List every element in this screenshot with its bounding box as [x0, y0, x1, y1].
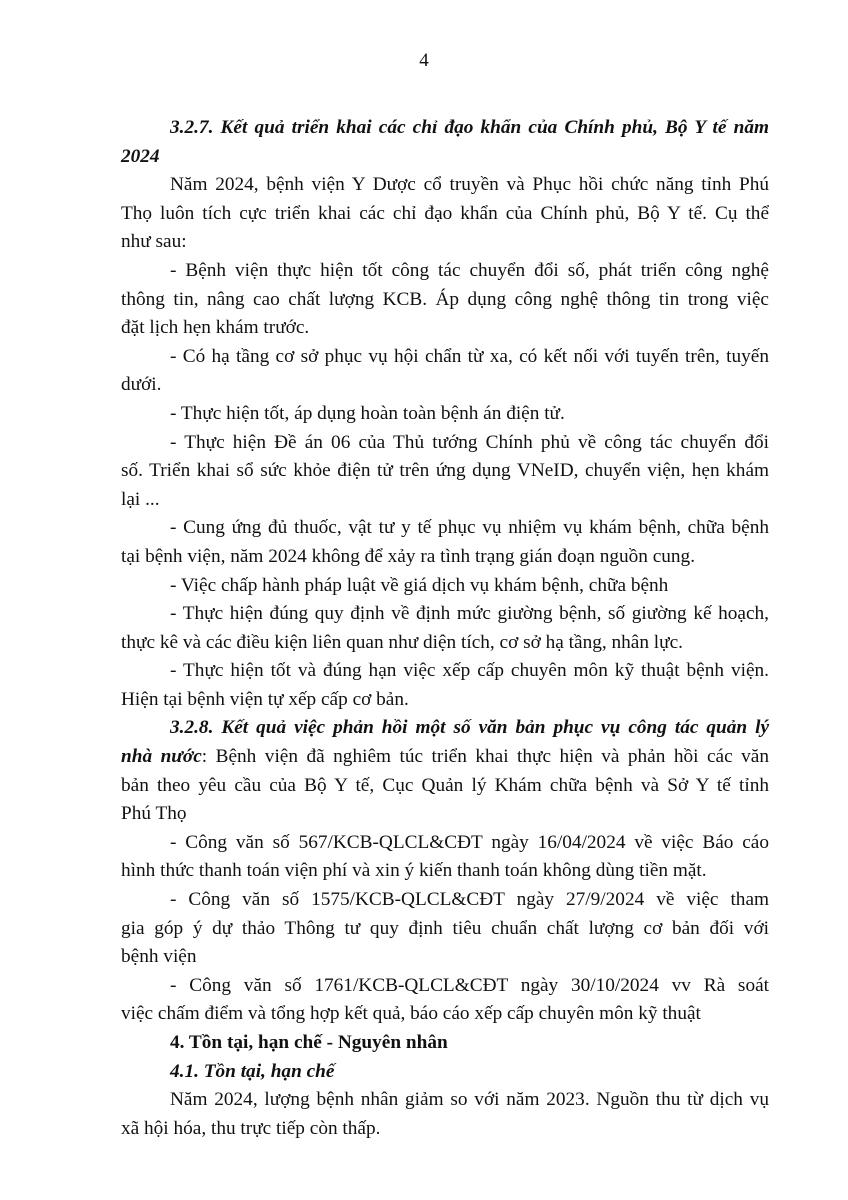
- text-line: 4.1. Tồn tại, hạn chế: [170, 1060, 335, 1082]
- paragraph: [121, 886, 769, 972]
- section-heading: [121, 1058, 769, 1087]
- text-line: [121, 743, 769, 772]
- text-line: - Công văn số 567/KCB-QLCL&CĐT ngày 16/04/2024 về việc Báo cáo: [170, 831, 769, 853]
- text-line: - Công văn số 1761/KCB-QLCL&CĐT ngày 30/10/2024 vv Rà soát: [170, 974, 769, 996]
- text-line: hình thức thanh toán viện phí và xin ý kiến thanh toán không dùng tiền mặt.: [121, 860, 707, 882]
- text-line: Năm 2024, bệnh viện Y Dược cổ truyền và Phục hồi chức năng tỉnh Phú: [170, 174, 769, 196]
- section-heading: [121, 114, 769, 171]
- text-line: - Cung ứng đủ thuốc, vật tư y tế phục vụ nhiệm vụ khám bệnh, chữa bệnh: [170, 517, 769, 539]
- paragraph: [121, 657, 769, 714]
- text-line: - Công văn số 1575/KCB-QLCL&CĐT ngày 27/9/2024 về việc tham: [170, 889, 769, 911]
- text-line: - Có hạ tầng cơ sở phục vụ hội chẩn từ xa, có kết nối với tuyến trên, tuyến: [170, 345, 769, 367]
- text-line: đặt lịch hẹn khám trước.: [121, 317, 310, 339]
- text-line: [121, 714, 769, 743]
- section-heading: [121, 1029, 769, 1058]
- paragraph: [121, 829, 769, 886]
- heading-run: 3.2.8. Kết quả việc phản hồi một số văn bản phục vụ công tác quản lý: [170, 717, 769, 739]
- text-line: lại ...: [121, 488, 160, 510]
- text-run: Phú Thọ: [121, 803, 187, 825]
- text-line: bệnh viện: [121, 946, 197, 968]
- paragraph: [121, 429, 769, 515]
- text-line: - Việc chấp hành pháp luật về giá dịch vụ khám bệnh, chữa bệnh: [170, 574, 669, 596]
- paragraph: [121, 400, 769, 429]
- text-line: việc chấm điểm và tổng hợp kết quả, báo cáo xếp cấp chuyên môn kỹ thuật: [121, 1003, 701, 1025]
- paragraph: [121, 1086, 769, 1143]
- text-line: - Thực hiện Đề án 06 của Thủ tướng Chính phủ về công tác chuyển đổi: [170, 431, 769, 453]
- text-line: [121, 800, 769, 829]
- paragraph: [121, 572, 769, 601]
- text-line: - Thực hiện tốt và đúng hạn việc xếp cấp chuyên môn kỹ thuật bệnh viện.: [170, 660, 769, 682]
- text-line: - Thực hiện tốt, áp dụng hoàn toàn bệnh án điện tử.: [170, 402, 565, 424]
- document-body: [121, 114, 769, 1143]
- text-line: gia góp ý dự thảo Thông tư quy định tiêu chuẩn chất lượng cơ bản đối với: [121, 917, 769, 939]
- text-line: 2024: [121, 145, 160, 167]
- paragraph: [121, 714, 769, 828]
- text-line: xã hội hóa, thu trực tiếp còn thấp.: [121, 1117, 381, 1139]
- paragraph: [121, 257, 769, 343]
- paragraph: [121, 343, 769, 400]
- paragraph: [121, 972, 769, 1029]
- text-line: tại bệnh viện, năm 2024 không để xảy ra tình trạng gián đoạn nguồn cung.: [121, 545, 696, 567]
- page-number: 4: [419, 50, 429, 71]
- heading-run: nhà nước: [121, 746, 202, 768]
- text-line: [121, 772, 769, 801]
- paragraph: [121, 171, 769, 257]
- text-line: như sau:: [121, 231, 187, 253]
- text-line: Thọ luôn tích cực triển khai các chỉ đạo khẩn của Chính phủ, Bộ Y tế. Cụ thể: [121, 202, 769, 224]
- text-line: Hiện tại bệnh viện tự xếp cấp cơ bản.: [121, 688, 409, 710]
- paragraph: [121, 514, 769, 571]
- text-line: - Thực hiện đúng quy định về định mức giường bệnh, số giường kế hoạch,: [170, 603, 769, 625]
- text-line: thực kê và các điều kiện liên quan như diện tích, cơ sở hạ tầng, nhân lực.: [121, 631, 683, 653]
- paragraph: [121, 600, 769, 657]
- text-line: 3.2.7. Kết quả triển khai các chỉ đạo khẩn của Chính phủ, Bộ Y tế năm: [170, 117, 769, 138]
- text-line: thông tin, nâng cao chất lượng KCB. Áp dụng công nghệ thông tin trong việc: [121, 288, 769, 310]
- text-run: : Bệnh viện đã nghiêm túc triển khai thực hiện và phản hồi các văn: [201, 746, 769, 768]
- text-run: bản theo yêu cầu của Bộ Y tế, Cục Quản lý Khám chữa bệnh và Sở Y tế tỉnh: [121, 774, 769, 796]
- text-line: dưới.: [121, 374, 162, 396]
- text-line: Năm 2024, lượng bệnh nhân giảm so với năm 2023. Nguồn thu từ dịch vụ: [170, 1089, 769, 1111]
- text-line: 4. Tồn tại, hạn chế - Nguyên nhân: [170, 1032, 448, 1053]
- text-line: số. Triển khai sổ sức khỏe điện tử trên ứng dụng VNeID, chuyển viện, hẹn khám: [121, 460, 769, 482]
- text-line: - Bệnh viện thực hiện tốt công tác chuyển đổi số, phát triển công nghệ: [170, 259, 769, 281]
